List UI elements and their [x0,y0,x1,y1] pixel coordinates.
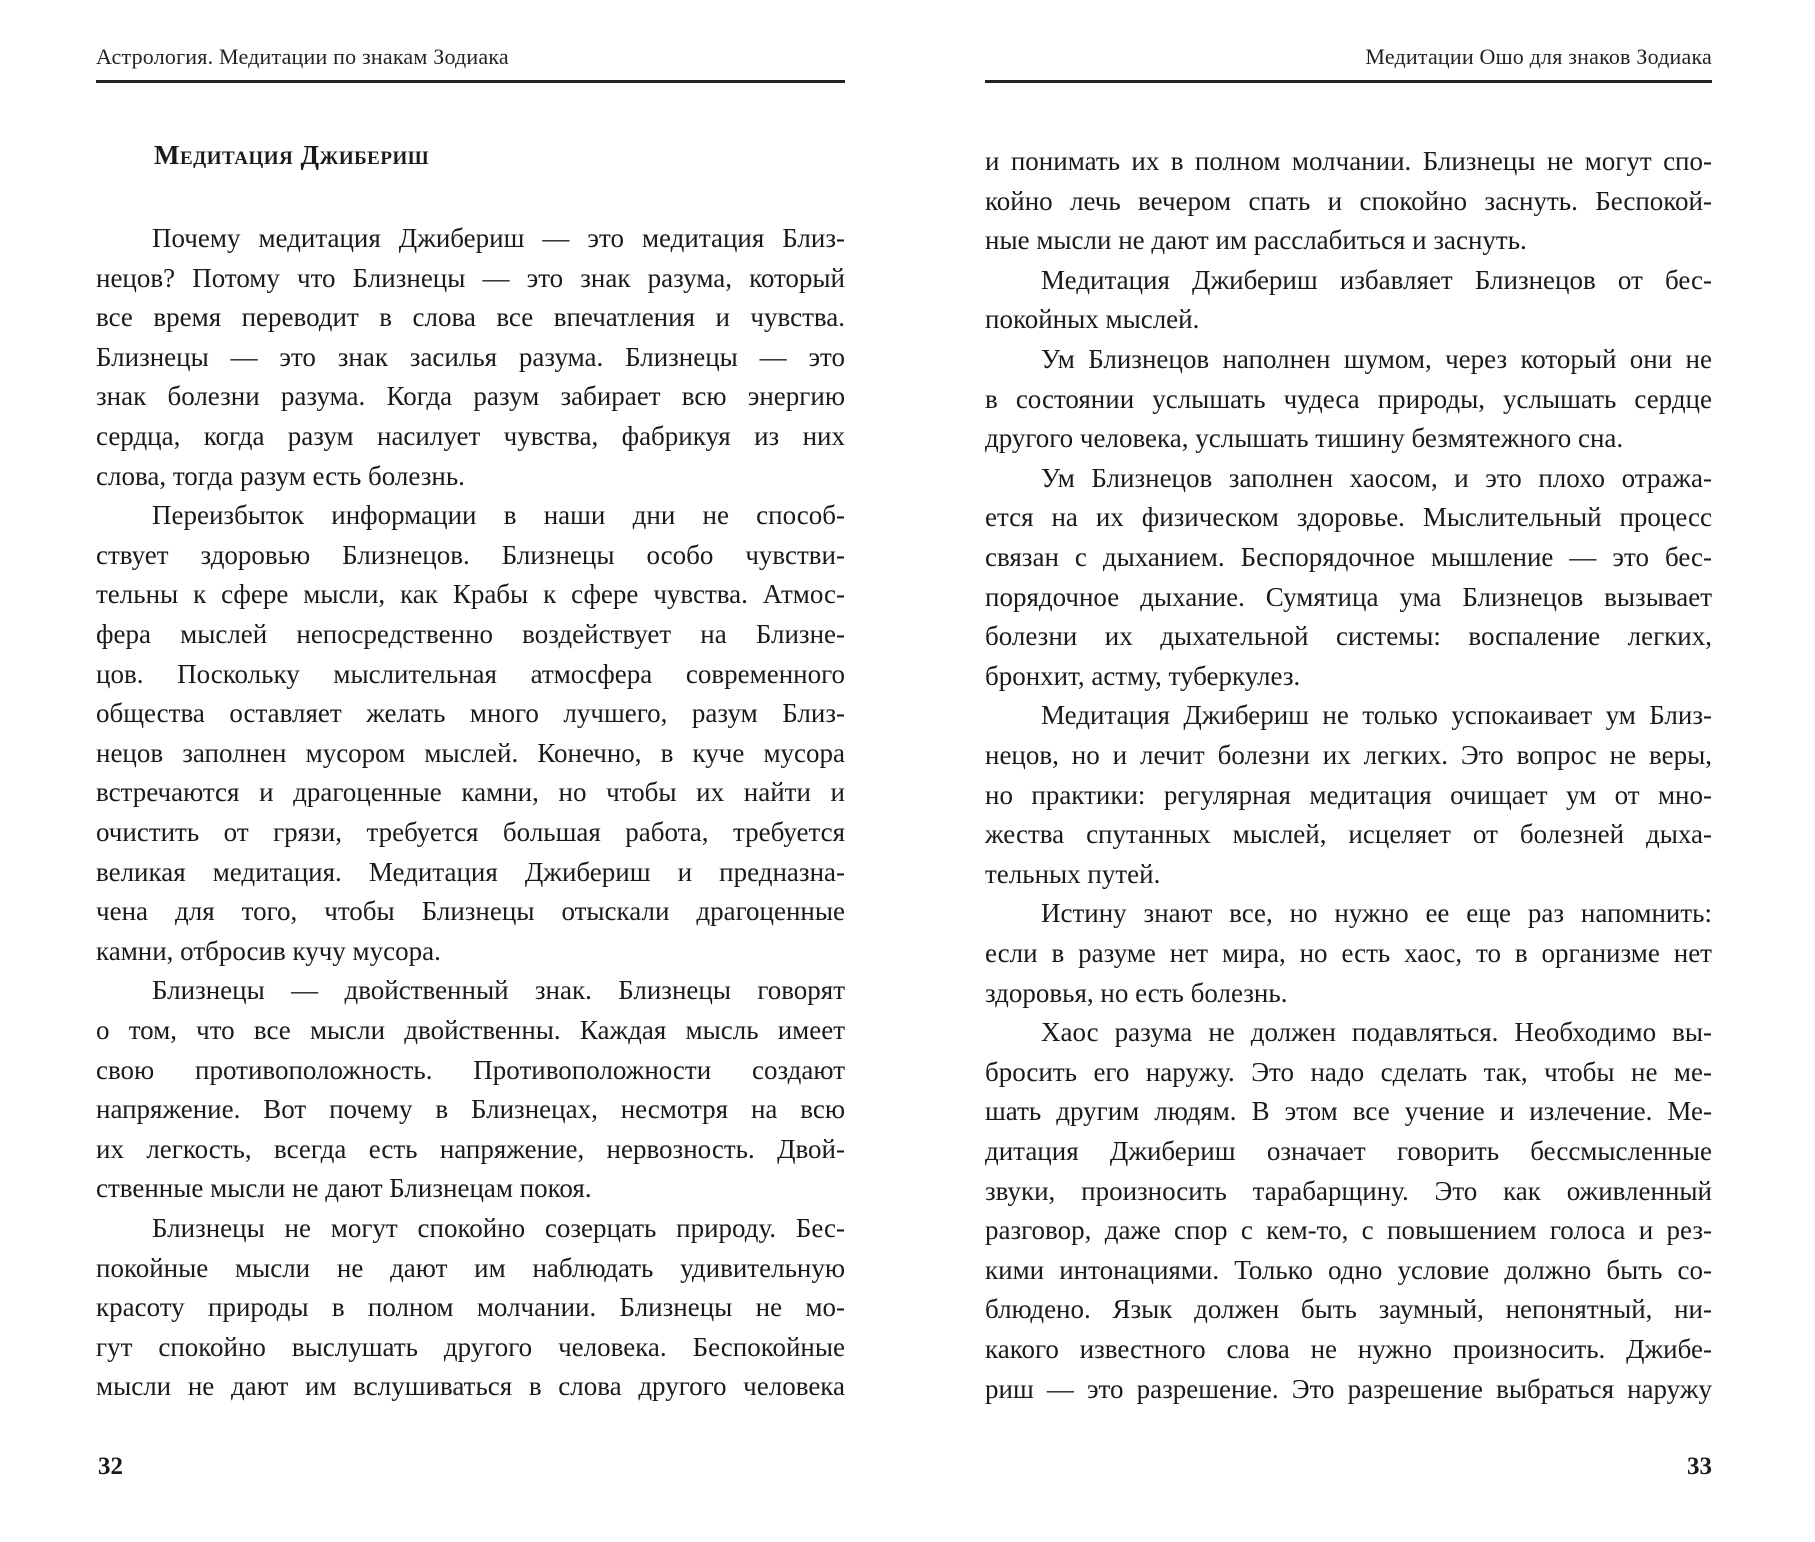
text-line: но практики: регулярная медитация очищает ум от мно- [985,779,1712,810]
text-line: нецов, но и лечит болезни их легких. Это вопрос не веры, [985,740,1712,770]
text-line: бросить его наружу. Это надо сделать так, чтобы не ме- [985,1056,1712,1087]
text-line: ствует здоровью Близнецов. Близнецы особо чувстви- [96,539,845,570]
text-line: другого человека, услышать тишину безмятежного сна. [985,423,1624,454]
text-line: общества оставляет желать много лучшего, разум Близ- [96,698,845,729]
text-line: Переизбыток информации в наши дни не способ- [152,500,845,531]
text-line: очистить от грязи, требуется большая работа, требуется [96,817,845,847]
text-line: Ум Близнецов наполнен шумом, через который они не [1041,344,1712,374]
text-line: кими интонациями. Только одно условие должно быть со- [985,1254,1712,1285]
text-line: болезни их дыхательной системы: воспаление легких, [985,621,1712,652]
text-line: риш — это разрешение. Это разрешение выбраться наружу [985,1373,1712,1404]
text-line: порядочное дыхание. Сумятица ума Близнецов вызывает [985,581,1712,612]
text-line: гут спокойно выслушать другого человека. Беспокойные [96,1331,845,1362]
text-line: Хаос разума не должен подавляться. Необходимо вы- [1041,1017,1712,1048]
text-line: мысли не дают им вслушиваться в слова другого человека [96,1371,845,1402]
text-line: покойных мыслей. [985,304,1200,335]
header-rule [96,80,845,83]
text-line: в состоянии услышать чудеса природы, услышать сердце [985,383,1712,414]
text-line: ные мысли не дают им расслабиться и заснуть. [985,225,1527,256]
text-line: Близнецы — двойственный знак. Близнецы говорят [152,975,845,1006]
text-line: койно лечь вечером спать и спокойно заснуть. Беспокой- [985,185,1712,216]
page-number: 33 [1687,1453,1712,1480]
text-line: Близнецы — это знак засилья разума. Близнецы — это [96,341,845,372]
text-line: знак болезни разума. Когда разум забирает всю энергию [96,381,845,412]
text-line: Медитация Джибериш избавляет Близнецов от бес- [1041,264,1712,295]
text-line: Близнецы не могут спокойно созерцать природу. Бес- [152,1213,845,1243]
text-line: и понимать их в полном молчании. Близнецы не могут спо- [985,146,1712,176]
page-number: 32 [98,1453,123,1480]
text-line: тельных путей. [985,858,1161,889]
text-line: здоровья, но есть болезнь. [985,977,1288,1008]
left-page [96,0,845,1542]
text-line: чена для того, чтобы Близнецы отыскали драгоценные [96,896,845,927]
text-line: Истину знают все, но нужно ее еще раз напомнить: [1041,898,1712,929]
text-line: цов. Поскольку мыслительная атмосфера современного [96,658,845,689]
running-head: Медитации Ошо для знаков Зодиака [1365,44,1712,69]
text-line: фера мыслей непосредственно воздействует на Близне- [96,619,845,649]
text-line: встречаются и драгоценные камни, но чтобы их найти и [96,777,845,808]
text-line: звуки, произносить тарабарщину. Это как оживленный [985,1175,1712,1206]
section-heading: Медитация Джибериш [154,140,430,170]
text-line: бронхит, астму, туберкулез. [985,660,1301,691]
text-line: нецов заполнен мусором мыслей. Конечно, в куче мусора [96,737,845,768]
header-rule [985,80,1712,83]
text-line: ется на их физическом здоровье. Мыслительный процесс [985,502,1712,533]
text-line: великая медитация. Медитация Джибериш и предназна- [96,856,845,887]
text-line: их легкость, всегда есть напряжение, нервозность. Двой- [96,1133,845,1164]
text-line: дитация Джибериш означает говорить бессмысленные [985,1136,1712,1166]
text-line: Ум Близнецов заполнен хаосом, и это плохо отража- [1041,462,1712,493]
text-line: свою противоположность. Противоположности создают [96,1054,845,1085]
text-line: красоту природы в полном молчании. Близнецы не мо- [96,1292,845,1323]
text-line: слова, тогда разум есть болезнь. [96,460,465,491]
text-line: если в разуме нет мира, но есть хаос, то в организме нет [985,938,1712,968]
text-line: ственные мысли не дают Близнецам покоя. [96,1173,592,1204]
text-line: шать другим людям. В этом все учение и излечение. Ме- [985,1096,1712,1127]
running-head: Астрология. Медитации по знакам Зодиака [96,44,509,69]
text-line: Медитация Джибериш не только успокаивает ум Близ- [1041,700,1712,731]
right-page [985,0,1712,1542]
text-line: какого известного слова не нужно произносить. Джибе- [985,1334,1712,1364]
text-line: о том, что все мысли двойственны. Каждая мысль имеет [96,1015,845,1045]
text-line: камни, отбросив кучу мусора. [96,935,441,966]
text-line: Почему медитация Джибериш — это медитация Близ- [152,223,845,253]
text-line: сердца, когда разум насилует чувства, фабрикуя из них [96,421,845,451]
text-line: жества спутанных мыслей, исцеляет от болезней дыха- [985,819,1712,850]
text-line: блюдено. Язык должен быть заумный, непонятный, ни- [985,1294,1712,1325]
text-line: напряжение. Вот почему в Близнецах, несмотря на всю [96,1094,845,1125]
text-line: связан с дыханием. Беспорядочное мышление — это бес- [985,542,1712,572]
text-line: тельны к сфере мысли, как Крабы к сфере чувства. Атмос- [96,579,845,610]
text-line: нецов? Потому что Близнецы — это знак разума, который [96,262,845,293]
text-line: покойные мысли не дают им наблюдать удивительную [96,1252,845,1283]
text-line: все время переводит в слова все впечатления и чувства. [96,302,845,333]
text-line: разговор, даже спор с кем-то, с повышением голоса и рез- [985,1215,1712,1246]
